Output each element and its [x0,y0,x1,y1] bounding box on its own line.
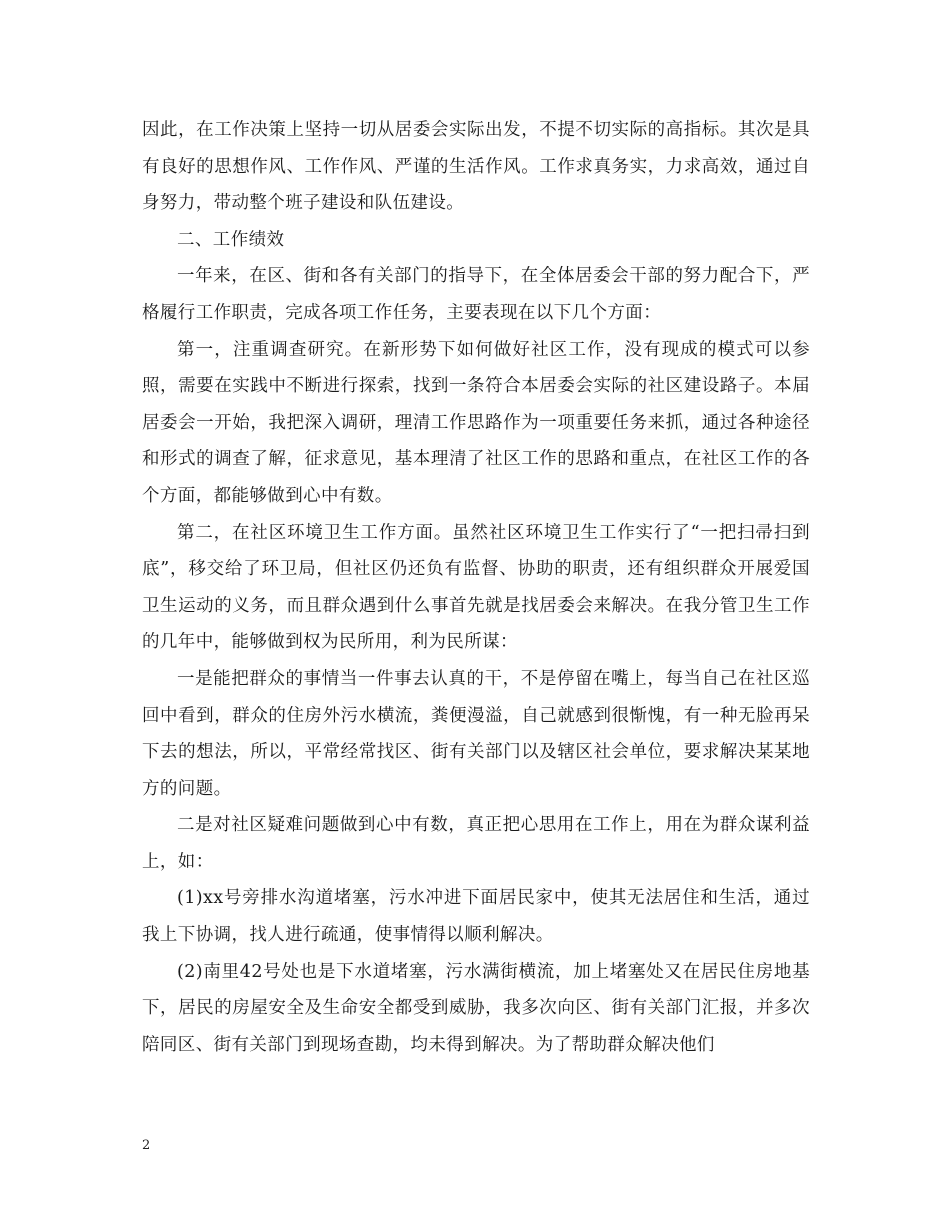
list-item-2: (2)南里42号处也是下水道堵塞，污水满街横流，加上堵塞处又在居民住房地基下，居民的房屋安全及生命安全都受到威胁，我多次向区、街有关部门汇报，并多次陪同区、街有关部门到现场查勘，均未得到解决。为了帮助群众解决他们 [142,961,810,1055]
paragraph-3: 一年来，在区、街和各有关部门的指导下，在全体居委会干部的努力配合下，严格履行工作职责，完成各项工作任务，主要表现在以下几个方面： [142,266,810,323]
list-item-1: (1)xx号旁排水沟道堵塞，污水冲进下面居民家中，使其无法居住和生活，通过我上下协调，找人进行疏通，使事情得以顺利解决。 [142,888,810,946]
paragraph-4: 第一，注重调查研究。在新形势下如何做好社区工作，没有现成的模式可以参照，需要在实践中不断进行探索，找到一条符合本居委会实际的社区建设路子。本届居委会一开始，我把深入调研，理清工作思路作为一项重要任务来抓，通过各种途径和形式的调查了解，征求意见，基本理清了社区工作的思路和重点，在社区工作的各个方面，都能够做到心中有数。 [142,339,810,506]
paragraph-1: 因此，在工作决策上坚持一切从居委会实际出发，不提不切实际的高指标。其次是具有良好的思想作风、工作作风、严谨的生活作风。工作求真务实，力求高效，通过自身努力，带动整个班子建设和队伍建设。 [142,120,810,214]
paragraph-5: 第二，在社区环境卫生工作方面。虽然社区环境卫生工作实行了“一把扫帚扫到底”，移交给了环卫局，但社区仍还负有监督、协助的职责，还有组织群众开展爱国卫生运动的义务，而且群众遇到什么事首先就是找居委会来解决。在我分管卫生工作的几年中，能够做到权为民所用，利为民所谋： [142,522,810,653]
document-body [142,112,810,1063]
paragraph-7: 二是对社区疑难问题做到心中有数，真正把心思用在工作上，用在为群众谋利益上，如： [142,815,810,872]
section-heading-work-performance: 二、工作绩效 [177,229,285,250]
page-number: 2 [142,1138,151,1153]
paragraph-6: 一是能把群众的事情当一件事去认真的干，不是停留在嘴上，每当自己在社区巡回中看到，群众的住房外污水横流，粪便漫溢，自己就感到很惭愧，有一种无脸再呆下去的想法，所以，平常经常找区、街有关部门以及辖区社会单位，要求解决某某地方的问题。 [142,668,810,799]
